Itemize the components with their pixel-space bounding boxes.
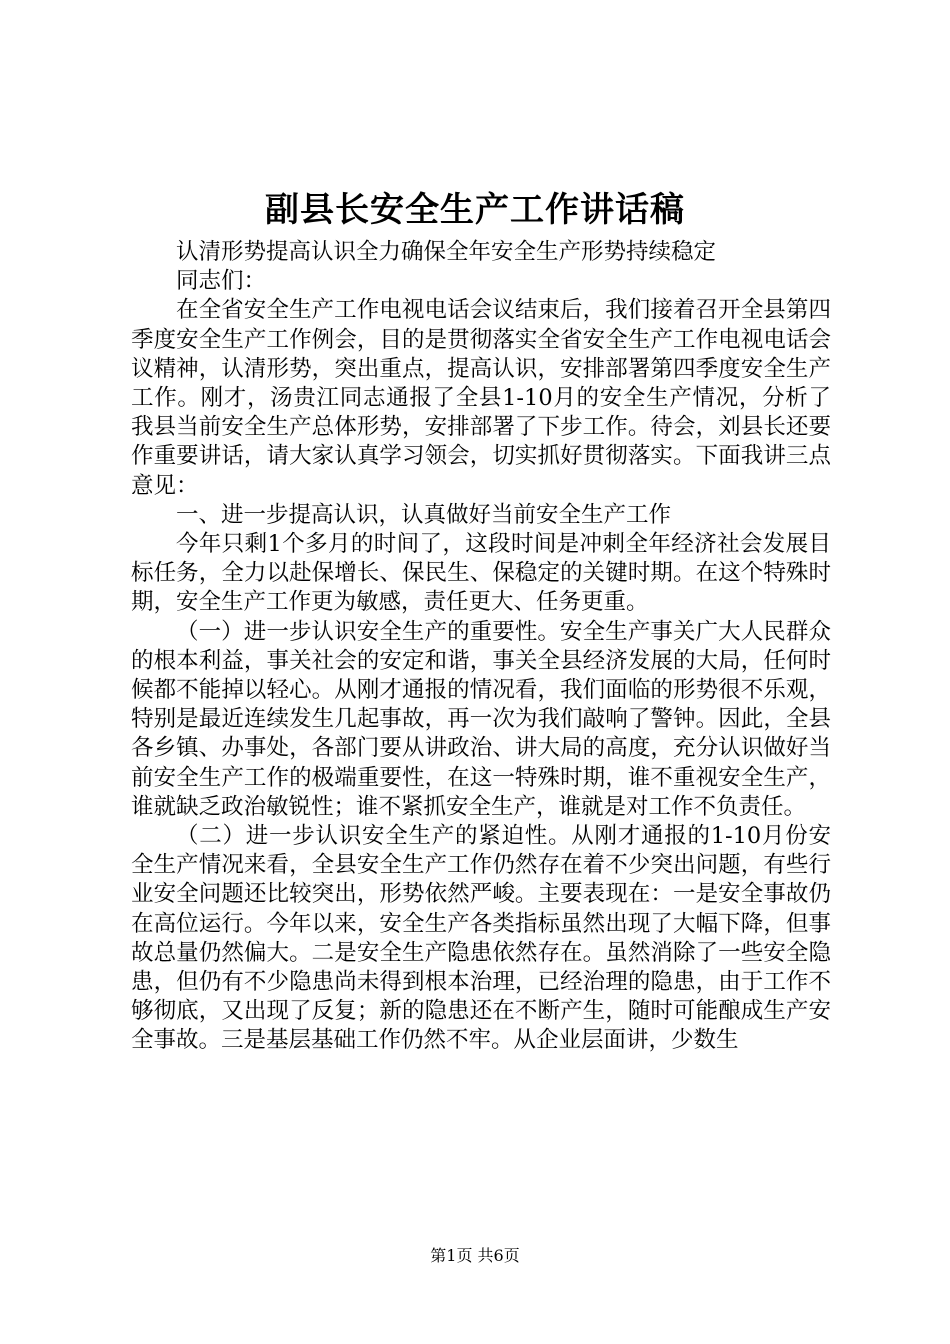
document-body: [131, 238, 831, 1056]
body-paragraph: 在全省安全生产工作电视电话会议结束后，我们接着召开全县第四季度安全生产工作例会，目的是贯彻落实全省安全生产工作电视电话会议精神，认清形势，突出重点，提高认识，安排部署第四季度安全生产工作。刚才，汤贵江同志通报了全县1-10月的安全生产情况，分析了我县当前安全生产总体形势，安排部署了下步工作。待会，刘县长还要作重要讲话，请大家认真学习领会，切实抓好贯彻落实。下面我讲三点意见：: [131, 297, 831, 499]
subtitle-paragraph: 认清形势提高认识全力确保全年安全生产形势持续稳定: [176, 239, 717, 265]
document-title: 副县长安全生产工作讲话稿: [265, 190, 685, 230]
body-paragraph: （一）进一步认识安全生产的重要性。安全生产事关广大人民群众的根本利益，事关社会的安定和谐，事关全县经济发展的大局，任何时候都不能掉以轻心。从刚才通报的情况看，我们面临的形势很不乐观，特别是最近连续发生几起事故，再一次为我们敲响了警钟。因此，全县各乡镇、办事处，各部门要从讲政治、讲大局的高度，充分认识做好当前安全生产工作的极端重要性，在这一特殊时期，谁不重视安全生产，谁就缺乏政治敏锐性；谁不紧抓安全生产，谁就是对工作不负责任。: [131, 618, 831, 820]
body-paragraph: 今年只剩1个多月的时间了，这段时间是冲刺全年经济社会发展目标任务，全力以赴保增长、保民生、保稳定的关键时期。在这个特殊时期，安全生产工作更为敏感，责任更大、任务更重。: [131, 531, 831, 616]
section-heading: 一、进一步提高认识，认真做好当前安全生产工作: [176, 501, 672, 528]
page-footer: 第1页 共6页: [430, 1246, 520, 1265]
salutation-paragraph: 同志们：: [176, 268, 267, 295]
body-paragraph: （二）进一步认识安全生产的紧迫性。从刚才通报的1-10月份安全生产情况来看，全县安全生产工作仍然存在着不少突出问题，有些行业安全问题还比较突出，形势依然严峻。主要表现在：一是安全事故仍在高位运行。今年以来，安全生产各类指标虽然出现了大幅下降，但事故总量仍然偏大。二是安全生产隐患依然存在。虽然消除了一些安全隐患，但仍有不少隐患尚未得到根本治理，已经治理的隐患，由于工作不够彻底，又出现了反复；新的隐患还在不断产生，随时可能酿成生产安全事故。三是基层基础工作仍然不牢。从企业层面讲，少数生: [131, 823, 831, 1054]
